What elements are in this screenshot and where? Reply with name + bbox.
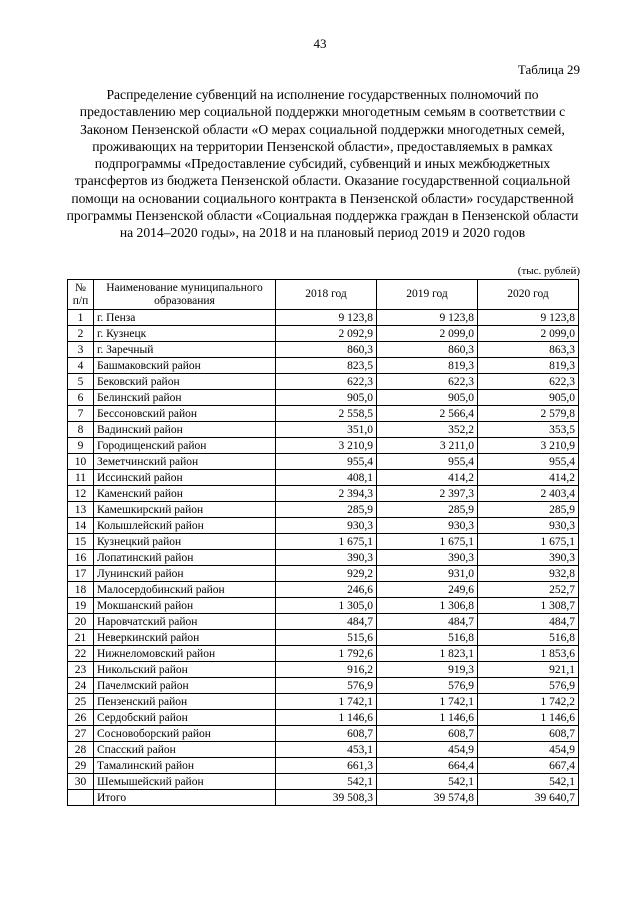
row-value-2020: 516,8 xyxy=(478,630,579,646)
table-row xyxy=(68,678,579,694)
row-value-2018: 3 210,9 xyxy=(276,438,377,454)
table-row xyxy=(68,662,579,678)
row-number: 11 xyxy=(68,470,94,486)
header-num: № п/п xyxy=(68,280,94,310)
row-value-2020: 2 099,0 xyxy=(478,326,579,342)
row-name: Сосновоборский район xyxy=(94,726,276,742)
header-2020: 2020 год xyxy=(478,280,579,310)
row-value-2019: 622,3 xyxy=(377,374,478,390)
row-name: Белинский район xyxy=(94,390,276,406)
page-number: 43 xyxy=(313,36,327,51)
row-value-2018: 929,2 xyxy=(276,566,377,582)
row-number: 13 xyxy=(68,502,94,518)
row-value-2019: 664,4 xyxy=(377,758,478,774)
table-row xyxy=(68,518,579,534)
row-value-2019: 390,3 xyxy=(377,550,478,566)
row-value-2020: 285,9 xyxy=(478,502,579,518)
row-name: Пензенский район xyxy=(94,694,276,710)
row-value-2018: 1 675,1 xyxy=(276,534,377,550)
row-value-2020: 414,2 xyxy=(478,470,579,486)
row-name: Шемышейский район xyxy=(94,774,276,790)
row-value-2018: 2 092,9 xyxy=(276,326,377,342)
row-number xyxy=(68,790,94,806)
table-row xyxy=(68,374,579,390)
row-name: Тамалинский район xyxy=(94,758,276,774)
table-row xyxy=(68,614,579,630)
row-number: 1 xyxy=(68,310,94,326)
row-value-2019: 576,9 xyxy=(377,678,478,694)
row-value-2018: 351,0 xyxy=(276,422,377,438)
row-value-2019: 1 823,1 xyxy=(377,646,478,662)
row-value-2018: 2 558,5 xyxy=(276,406,377,422)
table-row xyxy=(68,694,579,710)
table-row xyxy=(68,390,579,406)
row-number: 26 xyxy=(68,710,94,726)
row-value-2019: 542,1 xyxy=(377,774,478,790)
row-value-2020: 1 742,2 xyxy=(478,694,579,710)
row-name: Лунинский район xyxy=(94,566,276,582)
row-value-2020: 819,3 xyxy=(478,358,579,374)
row-value-2018: 1 742,1 xyxy=(276,694,377,710)
table-row xyxy=(68,406,579,422)
row-number: 25 xyxy=(68,694,94,710)
row-number: 14 xyxy=(68,518,94,534)
header-2019: 2019 год xyxy=(377,280,478,310)
row-name: Пачелмский район xyxy=(94,678,276,694)
row-value-2019: 608,7 xyxy=(377,726,478,742)
row-value-2018: 823,5 xyxy=(276,358,377,374)
table-row xyxy=(68,598,579,614)
row-number: 29 xyxy=(68,758,94,774)
row-number: 15 xyxy=(68,534,94,550)
row-name: Никольский район xyxy=(94,662,276,678)
table-row xyxy=(68,566,579,582)
table-row xyxy=(68,486,579,502)
row-number: 8 xyxy=(68,422,94,438)
row-name: Итого xyxy=(94,790,276,806)
row-value-2020: 2 403,4 xyxy=(478,486,579,502)
row-value-2020: 252,7 xyxy=(478,582,579,598)
row-number: 10 xyxy=(68,454,94,470)
row-value-2019: 819,3 xyxy=(377,358,478,374)
row-value-2019: 39 574,8 xyxy=(377,790,478,806)
row-value-2019: 1 742,1 xyxy=(377,694,478,710)
row-name: Нижнеломовский район xyxy=(94,646,276,662)
row-number: 19 xyxy=(68,598,94,614)
row-value-2020: 39 640,7 xyxy=(478,790,579,806)
table-row xyxy=(68,710,579,726)
row-value-2020: 930,3 xyxy=(478,518,579,534)
row-name: Лопатинский район xyxy=(94,550,276,566)
row-number: 2 xyxy=(68,326,94,342)
row-value-2018: 1 792,6 xyxy=(276,646,377,662)
row-value-2018: 608,7 xyxy=(276,726,377,742)
row-name: Городищенский район xyxy=(94,438,276,454)
row-number: 18 xyxy=(68,582,94,598)
row-value-2019: 1 146,6 xyxy=(377,710,478,726)
table-row xyxy=(68,758,579,774)
row-value-2018: 484,7 xyxy=(276,614,377,630)
row-value-2020: 353,5 xyxy=(478,422,579,438)
row-number: 27 xyxy=(68,726,94,742)
row-value-2018: 930,3 xyxy=(276,518,377,534)
row-name: Неверкинский район xyxy=(94,630,276,646)
row-value-2018: 39 508,3 xyxy=(276,790,377,806)
table-total-row xyxy=(68,790,579,806)
row-number: 23 xyxy=(68,662,94,678)
table-row xyxy=(68,326,579,342)
row-value-2020: 1 308,7 xyxy=(478,598,579,614)
row-value-2019: 516,8 xyxy=(377,630,478,646)
row-value-2018: 661,3 xyxy=(276,758,377,774)
document-title: Распределение субвенций на исполнение государственных полномочий по предоставлению мер социальной поддержки многодетным семьям в соответствии с Законом Пензенской области «О мерах социальной поддержки многодетных семей, проживающих на территории Пензенской области», предоставляемых в рамках подпрограммы «Предоставление субсидий, субвенций и иных межбюджетных трансфертов из бюджета Пензенской области. Оказание государственной социальной помощи на основании социального контракта в Пензенской области» государственной программы Пензенской области «Социальная поддержка граждан в Пензенской области на 2014–2020 годы», на 2018 и на плановый период 2019 и 2020 годов xyxy=(66,87,579,241)
table-row xyxy=(68,422,579,438)
row-value-2020: 667,4 xyxy=(478,758,579,774)
row-value-2018: 453,1 xyxy=(276,742,377,758)
row-value-2018: 246,6 xyxy=(276,582,377,598)
row-number: 7 xyxy=(68,406,94,422)
row-value-2019: 860,3 xyxy=(377,342,478,358)
row-number: 9 xyxy=(68,438,94,454)
row-name: Вадинский район xyxy=(94,422,276,438)
table-row xyxy=(68,582,579,598)
row-value-2018: 542,1 xyxy=(276,774,377,790)
row-value-2019: 905,0 xyxy=(377,390,478,406)
row-value-2020: 932,8 xyxy=(478,566,579,582)
table-row xyxy=(68,470,579,486)
row-name: Бессоновский район xyxy=(94,406,276,422)
row-name: Бековский район xyxy=(94,374,276,390)
header-name: Наименование муниципального образования xyxy=(94,280,276,310)
table-row xyxy=(68,726,579,742)
row-name: Малосердобинский район xyxy=(94,582,276,598)
row-value-2020: 390,3 xyxy=(478,550,579,566)
row-value-2019: 919,3 xyxy=(377,662,478,678)
row-value-2019: 9 123,8 xyxy=(377,310,478,326)
row-value-2019: 285,9 xyxy=(377,502,478,518)
header-2018: 2018 год xyxy=(276,280,377,310)
row-number: 6 xyxy=(68,390,94,406)
row-name: Мокшанский район xyxy=(94,598,276,614)
table-header-row xyxy=(68,280,579,310)
row-number: 22 xyxy=(68,646,94,662)
row-name: Наровчатский район xyxy=(94,614,276,630)
row-number: 20 xyxy=(68,614,94,630)
row-value-2020: 1 146,6 xyxy=(478,710,579,726)
table-row xyxy=(68,342,579,358)
row-value-2018: 390,3 xyxy=(276,550,377,566)
row-value-2018: 408,1 xyxy=(276,470,377,486)
row-number: 3 xyxy=(68,342,94,358)
row-value-2020: 484,7 xyxy=(478,614,579,630)
row-number: 30 xyxy=(68,774,94,790)
row-value-2018: 285,9 xyxy=(276,502,377,518)
row-value-2018: 9 123,8 xyxy=(276,310,377,326)
row-value-2020: 576,9 xyxy=(478,678,579,694)
row-number: 21 xyxy=(68,630,94,646)
row-name: Башмаковский район xyxy=(94,358,276,374)
row-name: Иссинский район xyxy=(94,470,276,486)
row-value-2018: 905,0 xyxy=(276,390,377,406)
row-value-2018: 2 394,3 xyxy=(276,486,377,502)
row-value-2020: 955,4 xyxy=(478,454,579,470)
row-name: г. Пенза xyxy=(94,310,276,326)
row-number: 24 xyxy=(68,678,94,694)
row-value-2020: 905,0 xyxy=(478,390,579,406)
table-row xyxy=(68,550,579,566)
row-name: г. Кузнецк xyxy=(94,326,276,342)
row-value-2018: 622,3 xyxy=(276,374,377,390)
row-name: Кузнецкий район xyxy=(94,534,276,550)
row-number: 16 xyxy=(68,550,94,566)
row-value-2019: 414,2 xyxy=(377,470,478,486)
row-value-2018: 916,2 xyxy=(276,662,377,678)
row-value-2020: 9 123,8 xyxy=(478,310,579,326)
row-number: 4 xyxy=(68,358,94,374)
row-value-2020: 622,3 xyxy=(478,374,579,390)
table-row xyxy=(68,358,579,374)
row-number: 17 xyxy=(68,566,94,582)
row-value-2020: 3 210,9 xyxy=(478,438,579,454)
row-value-2018: 1 146,6 xyxy=(276,710,377,726)
table-row xyxy=(68,454,579,470)
row-name: Сердобский район xyxy=(94,710,276,726)
row-value-2019: 2 099,0 xyxy=(377,326,478,342)
row-name: Колышлейский район xyxy=(94,518,276,534)
units-label: (тыс. рублей) xyxy=(517,265,580,277)
table-row xyxy=(68,630,579,646)
row-name: г. Заречный xyxy=(94,342,276,358)
row-value-2018: 576,9 xyxy=(276,678,377,694)
row-value-2019: 931,0 xyxy=(377,566,478,582)
row-value-2018: 955,4 xyxy=(276,454,377,470)
table-label: Таблица 29 xyxy=(517,62,580,77)
table-row xyxy=(68,310,579,326)
row-value-2018: 860,3 xyxy=(276,342,377,358)
row-value-2019: 3 211,0 xyxy=(377,438,478,454)
row-value-2019: 484,7 xyxy=(377,614,478,630)
row-value-2020: 608,7 xyxy=(478,726,579,742)
row-value-2020: 454,9 xyxy=(478,742,579,758)
row-value-2019: 2 566,4 xyxy=(377,406,478,422)
subvention-table xyxy=(67,279,579,806)
row-value-2019: 1 306,8 xyxy=(377,598,478,614)
row-value-2018: 1 305,0 xyxy=(276,598,377,614)
table-row xyxy=(68,646,579,662)
row-name: Каменский район xyxy=(94,486,276,502)
row-value-2020: 542,1 xyxy=(478,774,579,790)
table-row xyxy=(68,438,579,454)
row-value-2020: 1 853,6 xyxy=(478,646,579,662)
row-value-2019: 352,2 xyxy=(377,422,478,438)
row-value-2020: 2 579,8 xyxy=(478,406,579,422)
row-number: 5 xyxy=(68,374,94,390)
table-row xyxy=(68,742,579,758)
table-body xyxy=(68,310,579,806)
row-value-2019: 955,4 xyxy=(377,454,478,470)
row-value-2020: 863,3 xyxy=(478,342,579,358)
table-row xyxy=(68,534,579,550)
row-value-2019: 249,6 xyxy=(377,582,478,598)
row-value-2020: 1 675,1 xyxy=(478,534,579,550)
row-number: 12 xyxy=(68,486,94,502)
table-row xyxy=(68,774,579,790)
row-value-2018: 515,6 xyxy=(276,630,377,646)
row-number: 28 xyxy=(68,742,94,758)
row-value-2020: 921,1 xyxy=(478,662,579,678)
table-row xyxy=(68,502,579,518)
row-value-2019: 1 675,1 xyxy=(377,534,478,550)
row-name: Спасский район xyxy=(94,742,276,758)
row-value-2019: 454,9 xyxy=(377,742,478,758)
row-value-2019: 2 397,3 xyxy=(377,486,478,502)
row-name: Камешкирский район xyxy=(94,502,276,518)
row-name: Земетчинский район xyxy=(94,454,276,470)
row-value-2019: 930,3 xyxy=(377,518,478,534)
